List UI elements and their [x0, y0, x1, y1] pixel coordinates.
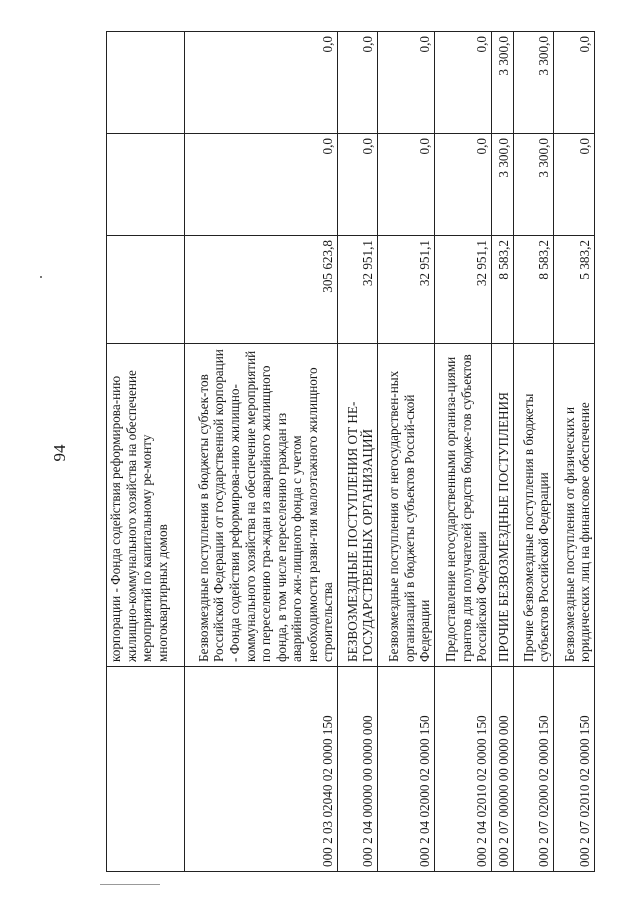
row-value-2: 0,0 [554, 134, 595, 236]
row-value-1: 8 583,2 [492, 236, 514, 344]
table-row [107, 32, 185, 872]
table-row [554, 32, 595, 872]
row-name: Безвозмездные поступления от физических и юридических лиц на финансовое обеспечение [554, 344, 595, 667]
row-name: БЕЗВОЗМЕЗДНЫЕ ПОСТУПЛЕНИЯ ОТ НЕ-ГОСУДАРСТВЕННЫХ ОРГАНИЗАЦИЙ [338, 344, 378, 667]
row-value-3 [107, 32, 185, 134]
row-value-3: 3 300,0 [492, 32, 514, 134]
row-value-3: 0,0 [435, 32, 492, 134]
budget-table-rotated [106, 32, 594, 872]
row-value-1: 32 951,1 [338, 236, 378, 344]
row-value-2: 3 300,0 [492, 134, 514, 236]
row-value-1 [107, 236, 185, 344]
row-value-3: 0,0 [185, 32, 338, 134]
row-name: Предоставление негосударственными организа-циями грантов для получателей средств бюдже-тов субъектов Российской Федерации [435, 344, 492, 667]
table-row [435, 32, 492, 872]
row-code: 000 2 07 02010 02 0000 150 [554, 667, 595, 872]
row-value-2: 3 300,0 [514, 134, 554, 236]
row-value-3: 3 300,0 [514, 32, 554, 134]
row-value-1: 5 383,2 [554, 236, 595, 344]
scan-dot [40, 276, 42, 278]
row-code: 000 2 04 02010 02 0000 150 [435, 667, 492, 872]
budget-table [106, 31, 595, 872]
table-row [492, 32, 514, 872]
row-name: корпорации - Фонда содействия реформирова-нию жилищно-коммунального хозяйства на обеспечение мероприятий по капитальному ре-монту многоквартирных домов [107, 344, 185, 667]
page-number: 94 [50, 444, 69, 462]
row-code [107, 667, 185, 872]
row-name: Безвозмездные поступления в бюджеты субъек-тов Российской Федерации от государственной корпорации - Фонда содействия реформирова-нию жилищно-коммунального хозяйства на обеспечение мероприятий по переселению гра-ждан из аварийного жилищного фонда, в том числе переселению граждан из аварийного жи-лищного фонда с учетом необходимости разви-тия малоэтажного жилищного строительства [185, 344, 338, 667]
row-code: 000 2 07 02000 02 0000 150 [514, 667, 554, 872]
row-name: Безвозмездные поступления от негосударствен-ных организаций в бюджеты субъектов Россий-ской Федерации [378, 344, 435, 667]
row-code: 000 2 07 00000 00 0000 000 [492, 667, 514, 872]
row-code: 000 2 04 00000 00 0000 000 [338, 667, 378, 872]
table-row [185, 32, 338, 872]
row-name: ПРОЧИЕ БЕЗВОЗМЕЗДНЫЕ ПОСТУПЛЕНИЯ [492, 344, 514, 667]
row-value-2: 0,0 [185, 134, 338, 236]
budget-table-wrapper [106, 32, 594, 872]
row-name: Прочие безвозмездные поступления в бюджеты субъектов Российской Федерации [514, 344, 554, 667]
row-value-2: 0,0 [435, 134, 492, 236]
footer-rule [100, 884, 160, 885]
row-value-1: 32 951,1 [435, 236, 492, 344]
row-code: 000 2 03 02040 02 0000 150 [185, 667, 338, 872]
row-value-3: 0,0 [378, 32, 435, 134]
row-value-1: 305 623,8 [185, 236, 338, 344]
row-value-2: 0,0 [378, 134, 435, 236]
row-value-2 [107, 134, 185, 236]
row-value-1: 32 951,1 [378, 236, 435, 344]
table-row [338, 32, 378, 872]
table-row [378, 32, 435, 872]
row-code: 000 2 04 02000 02 0000 150 [378, 667, 435, 872]
row-value-2: 0,0 [338, 134, 378, 236]
row-value-1: 8 583,2 [514, 236, 554, 344]
row-value-3: 0,0 [338, 32, 378, 134]
row-value-3: 0,0 [554, 32, 595, 134]
table-row [514, 32, 554, 872]
